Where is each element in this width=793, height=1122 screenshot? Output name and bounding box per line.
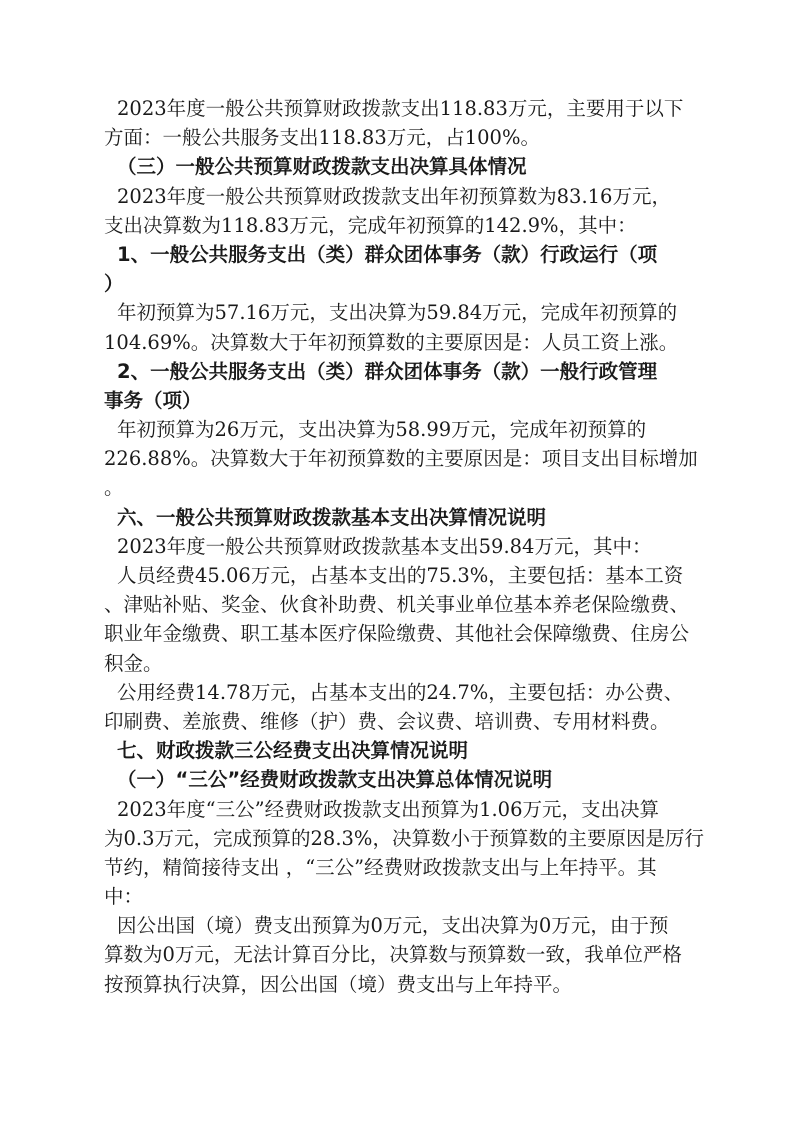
- text-line: 为0.3万元，完成预算的28.3%，决算数小于预算数的主要原因是厉行: [104, 826, 704, 850]
- text-line: 节约，精简接待支出 ，“三公”经费财政拨款支出与上年持平。其: [104, 855, 657, 879]
- section6-intro: [104, 532, 705, 561]
- text-line: 积金。: [104, 651, 163, 675]
- text-line: 按预算执行决算，因公出国（境）费支出与上年持平。: [104, 972, 573, 996]
- item2-heading: [104, 357, 705, 415]
- text-line: 人员经费45.06万元，占基本支出的75.3%，主要包括：基本工资: [117, 564, 684, 587]
- heading-line: 2、一般公共服务支出（类）群众团体事务（款）一般行政管理: [117, 359, 658, 383]
- item2-body: [104, 415, 705, 503]
- section6-public-costs: [104, 678, 705, 736]
- section7-abroad-expenses: [104, 911, 705, 999]
- section6-personnel-costs: [104, 561, 705, 678]
- paragraph-budget-overview: [104, 182, 705, 240]
- text-line: 、津贴补贴、奖金、伙食补助费、机关事业单位基本养老保险缴费、: [104, 593, 690, 617]
- text-line: 支出决算数为118.83万元，完成年初预算的142.9%，其中：: [104, 213, 637, 237]
- text-line: 2023年度“三公”经费财政拨款支出预算为1.06万元，支出决算: [117, 797, 659, 821]
- heading-line: ）: [104, 272, 124, 296]
- text-line: 104.69%。决算数大于年初预算数的主要原因是：人员工资上涨。: [104, 330, 679, 354]
- section-heading-6: 六、一般公共预算财政拨款基本支出决算情况说明: [117, 505, 547, 529]
- text-line: 中：: [104, 885, 144, 909]
- heading-line: 事务（项）: [104, 388, 202, 412]
- section-heading-3: （三）一般公共预算财政拨款支出决算具体情况: [117, 155, 527, 179]
- text-line: 印刷费、差旅费、维修（护）费、会议费、培训费、专用材料费。: [104, 709, 670, 733]
- section7-sub1-body: [104, 795, 705, 912]
- section-heading-7: 七、财政拨款三公经费支出决算情况说明: [117, 739, 469, 763]
- item1-body: [104, 298, 705, 356]
- text-line: 2023年度一般公共预算财政拨款基本支出59.84万元，其中：: [117, 534, 652, 558]
- text-line: 2023年度一般公共预算财政拨款支出118.83万元，主要用于以下: [117, 97, 684, 120]
- text-line: 2023年度一般公共预算财政拨款支出年初预算数为83.16万元，: [117, 184, 671, 208]
- text-line: 方面：一般公共服务支出118.83万元，占100%。: [104, 126, 540, 150]
- subsection-heading-7-1: （一）“三公”经费财政拨款支出决算总体情况说明: [117, 768, 553, 792]
- text-line: 年初预算为26万元，支出决算为58.99万元，完成年初预算的: [117, 418, 647, 442]
- paragraph-total-expenditure: [104, 94, 705, 152]
- text-line: 职业年金缴费、职工基本医疗保险缴费、其他社会保障缴费、住房公: [104, 622, 690, 646]
- text-line: 因公出国（境）费支出预算为0万元，支出决算为0万元，由于预: [117, 914, 669, 938]
- text-line: 。: [104, 476, 124, 500]
- text-line: 226.88%。决算数大于年初预算数的主要原因是：项目支出目标增加: [104, 447, 698, 471]
- heading-line: 1、一般公共服务支出（类）群众团体事务（款）行政运行（项: [117, 242, 658, 266]
- text-line: 公用经费14.78万元，占基本支出的24.7%，主要包括：办公费、: [117, 680, 684, 704]
- text-line: 年初预算为57.16万元，支出决算为59.84万元，完成年初预算的: [117, 301, 678, 325]
- text-line: 算数为0万元，无法计算百分比，决算数与预算数一致，我单位严格: [104, 943, 682, 967]
- item1-heading: [104, 240, 705, 298]
